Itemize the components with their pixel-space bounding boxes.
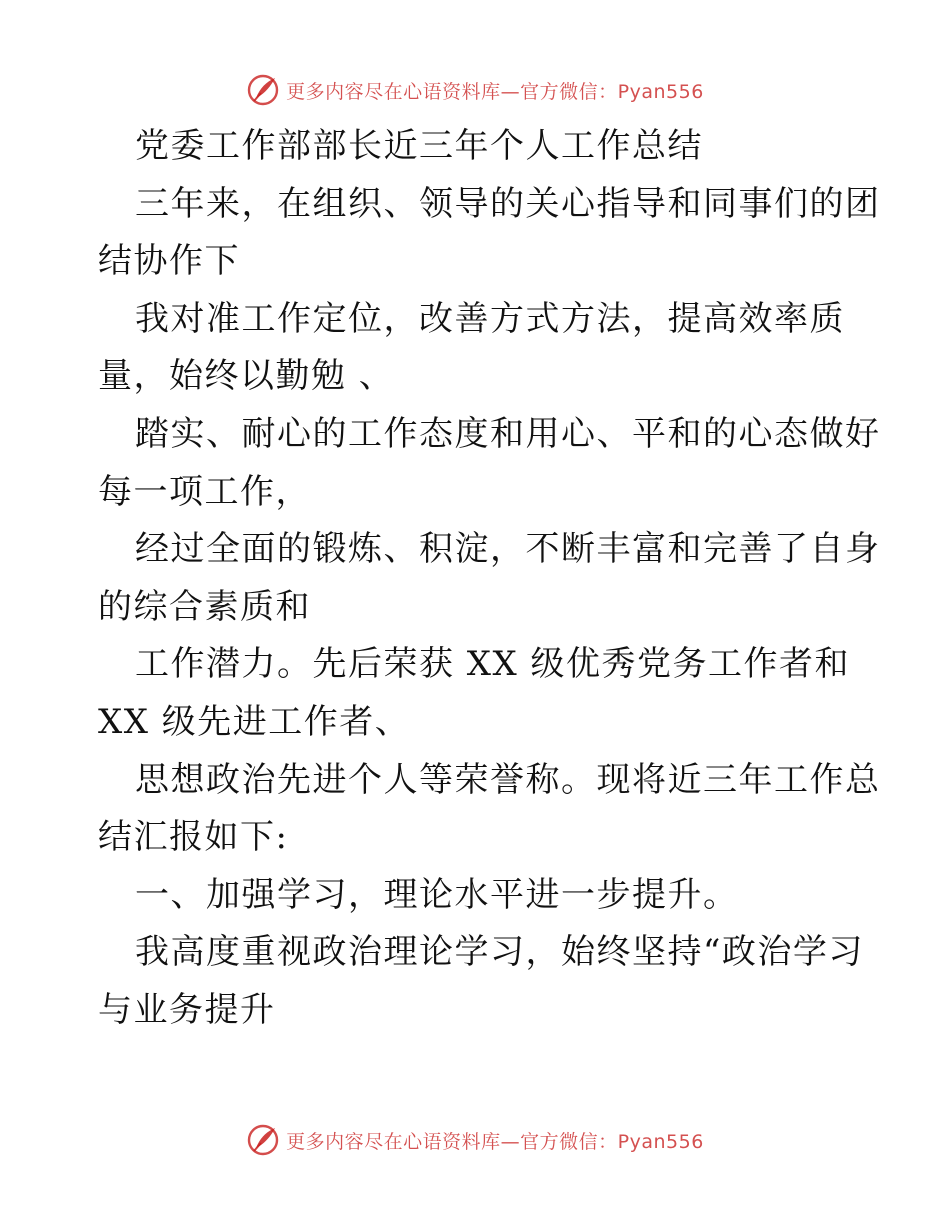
text-line: 工作潜力。先后荣获 XX 级优秀党务工作者和 (135, 644, 851, 685)
text-line: 思想政治先进个人等荣誉称。现将近三年工作总 (135, 759, 881, 800)
text-line: 我高度重视政治理论学习，始终坚持“政治学习 (135, 932, 864, 973)
text-line: 结协作下 (98, 241, 240, 282)
doc-title: 党委工作部部长近三年个人工作总结 (135, 126, 703, 166)
header-banner-text: 更多内容尽在心语资料库—官方微信：Pyan556 (286, 80, 704, 103)
text-line: 量，始终以勤勉 、 (98, 356, 395, 397)
text-line: 三年来，在组织、领导的关心指导和同事们的团 (135, 183, 881, 224)
quill-logo-icon (246, 73, 280, 107)
text-line: 我对准工作定位，改善方式方法，提高效率质 (135, 298, 845, 339)
text-line: 每一项工作， (98, 471, 311, 512)
text-line: 的综合素质和 (98, 586, 311, 627)
text-line: 踏实、耐心的工作态度和用心、平和的心态做好 (135, 413, 881, 454)
quill-logo-icon (246, 1123, 280, 1157)
text-line: 与业务提升 (98, 989, 276, 1030)
header-banner (0, 70, 950, 110)
footer-banner-text: 更多内容尽在心语资料库—官方微信：Pyan556 (286, 1130, 704, 1153)
section-heading: 一、加强学习，理论水平进一步提升。 (135, 874, 739, 915)
text-line: XX 级先进工作者、 (98, 701, 411, 742)
text-line: 经过全面的锻炼、积淀，不断丰富和完善了自身 (135, 529, 881, 570)
text-line: 结汇报如下: (98, 817, 289, 858)
footer-banner (0, 1120, 950, 1160)
document-body (98, 118, 881, 1040)
